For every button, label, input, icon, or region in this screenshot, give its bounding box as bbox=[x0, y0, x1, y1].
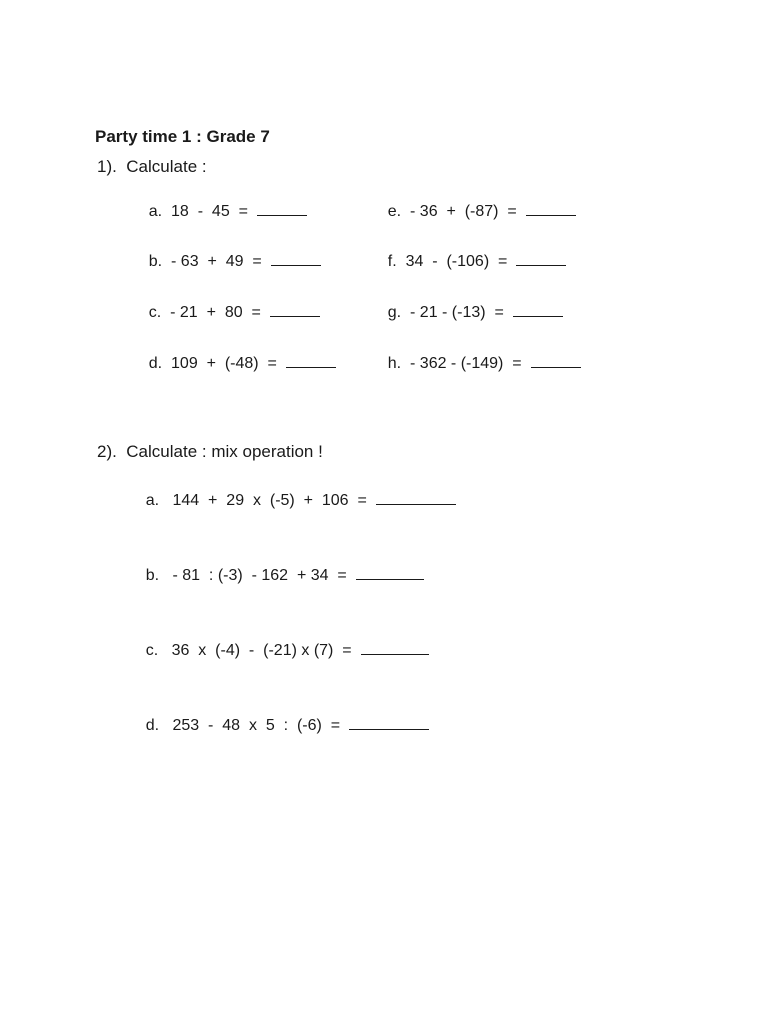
item-label: d. bbox=[145, 717, 160, 734]
answer-blank[interactable] bbox=[271, 264, 321, 266]
answer-blank[interactable] bbox=[526, 214, 576, 216]
q1-item-a bbox=[131, 188, 307, 236]
item-label: g. bbox=[387, 304, 402, 321]
q1-item-b bbox=[131, 238, 321, 286]
item-expression: 253 - 48 x 5 : (-6) = bbox=[172, 717, 341, 734]
item-label: c. bbox=[145, 642, 159, 659]
item-expression: 34 - (-106) = bbox=[405, 253, 508, 270]
item-expression: 109 + (-48) = bbox=[171, 355, 277, 372]
answer-blank[interactable] bbox=[513, 315, 563, 317]
item-label: c. bbox=[148, 304, 162, 321]
q1-item-c bbox=[131, 289, 320, 337]
answer-blank[interactable] bbox=[270, 315, 320, 317]
answer-blank[interactable] bbox=[257, 214, 307, 216]
item-expression: 18 - 45 = bbox=[171, 203, 248, 220]
item-label: a. bbox=[148, 203, 163, 220]
q2-item-d bbox=[128, 702, 429, 750]
answer-blank[interactable] bbox=[376, 503, 456, 505]
item-expression: - 36 + (-87) = bbox=[410, 203, 517, 220]
answer-blank[interactable] bbox=[286, 366, 336, 368]
answer-blank[interactable] bbox=[349, 728, 429, 730]
item-expression: - 63 + 49 = bbox=[171, 253, 262, 270]
q1-item-d bbox=[131, 340, 336, 388]
item-label: b. bbox=[148, 253, 163, 270]
item-expression: 144 + 29 x (-5) + 106 = bbox=[172, 492, 367, 509]
answer-blank[interactable] bbox=[356, 578, 424, 580]
worksheet-title: Party time 1 : Grade 7 bbox=[95, 127, 270, 146]
item-label: h. bbox=[387, 355, 402, 372]
item-label: e. bbox=[387, 203, 402, 220]
answer-blank[interactable] bbox=[361, 653, 429, 655]
question-2-heading: 2). Calculate : mix operation ! bbox=[97, 442, 323, 461]
q2-item-a bbox=[128, 477, 456, 525]
q1-item-e bbox=[370, 188, 576, 236]
item-label: b. bbox=[145, 567, 160, 584]
q2-item-b bbox=[128, 552, 424, 600]
q2-item-c bbox=[128, 627, 429, 675]
item-expression: - 81 : (-3) - 162 + 34 = bbox=[172, 567, 347, 584]
item-label: f. bbox=[387, 253, 397, 270]
q1-item-h bbox=[370, 340, 581, 388]
item-expression: - 362 - (-149) = bbox=[410, 355, 522, 372]
item-expression: - 21 - (-13) = bbox=[410, 304, 504, 321]
question-1-heading: 1). Calculate : bbox=[97, 157, 207, 176]
q1-item-f bbox=[370, 238, 566, 286]
item-label: d. bbox=[148, 355, 163, 372]
item-expression: 36 x (-4) - (-21) x (7) = bbox=[171, 642, 352, 659]
q1-item-g bbox=[370, 289, 563, 337]
item-expression: - 21 + 80 = bbox=[170, 304, 261, 321]
answer-blank[interactable] bbox=[516, 264, 566, 266]
item-label: a. bbox=[145, 492, 160, 509]
answer-blank[interactable] bbox=[531, 366, 581, 368]
